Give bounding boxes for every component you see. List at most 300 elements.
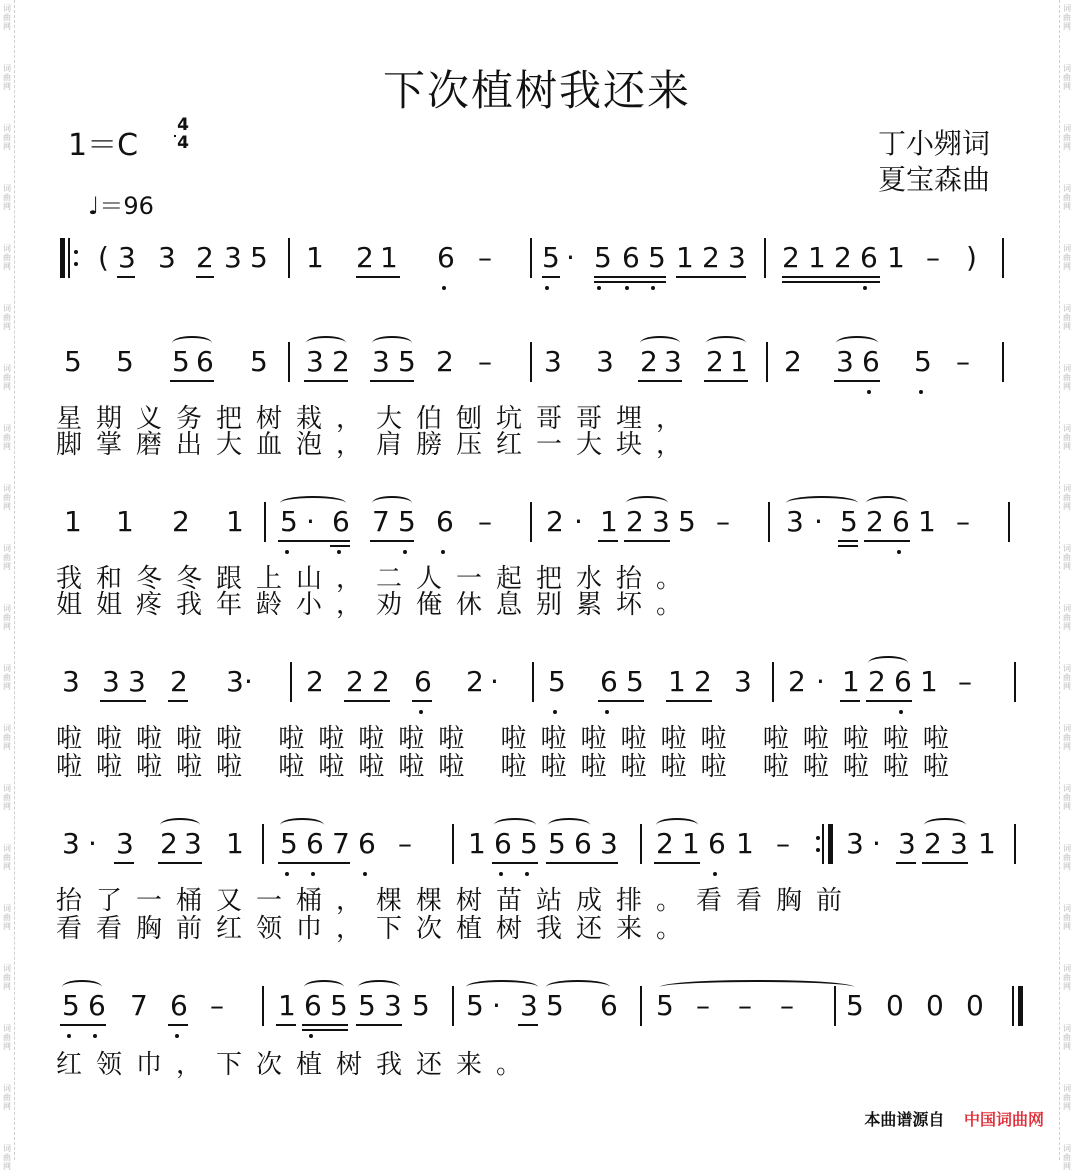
jianpu-note: 5 <box>250 241 268 274</box>
jianpu-note: 3 <box>62 827 80 860</box>
jianpu-note: 2 <box>656 827 674 860</box>
lyric-line: 看看胸前红领巾，下次植树我还来。 <box>56 914 697 944</box>
jianpu-note: 3 <box>596 345 614 378</box>
slur <box>280 496 346 510</box>
key-signature: 1＝C <box>68 128 139 163</box>
jianpu-note: 1 <box>468 827 486 860</box>
duration-underline <box>666 700 712 702</box>
jianpu-note: 1 <box>918 505 936 538</box>
jianpu-note: 3 <box>384 989 402 1022</box>
slur <box>924 818 966 832</box>
barline <box>1014 662 1016 702</box>
watermark-text: 词 曲 网 <box>3 424 11 451</box>
jianpu-note: 0 <box>966 989 984 1022</box>
barline <box>530 502 532 542</box>
jianpu-note: 3 <box>62 665 80 698</box>
watermark-text: 词 曲 网 <box>3 784 11 811</box>
jianpu-note: – <box>956 345 970 378</box>
watermark-text: 词 曲 网 <box>1063 784 1071 811</box>
slur <box>304 980 344 994</box>
jianpu-note: – <box>738 989 752 1022</box>
duration-underline <box>412 700 432 702</box>
repeat-end-thin <box>822 824 824 864</box>
jianpu-note: – <box>696 989 710 1022</box>
slur <box>160 818 200 832</box>
barline <box>766 342 768 382</box>
jianpu-note: 6 <box>708 827 726 860</box>
jianpu-note: 0 <box>926 989 944 1022</box>
slur <box>626 496 668 510</box>
jianpu-note: 2 <box>346 665 364 698</box>
jianpu-note: 3 <box>734 665 752 698</box>
jianpu-note: 2 <box>788 665 806 698</box>
jianpu-note: – <box>958 665 972 698</box>
barline <box>532 662 534 702</box>
slur <box>548 818 590 832</box>
jianpu-note: 5 <box>656 989 674 1022</box>
jianpu-note: 5 <box>330 989 348 1022</box>
octave-dot <box>311 872 315 876</box>
jianpu-note: 5 <box>626 665 644 698</box>
octave-dot <box>67 1034 71 1038</box>
jianpu-note: 1 <box>842 665 860 698</box>
jianpu-note: – <box>956 505 970 538</box>
jianpu-note: 6 <box>600 989 618 1022</box>
slur <box>280 818 324 832</box>
watermark-text: 词 曲 网 <box>1063 604 1071 631</box>
barline <box>1002 342 1004 382</box>
jianpu-note: 3 <box>728 241 746 274</box>
jianpu-note: 5 <box>520 827 538 860</box>
watermark-text: 词 曲 网 <box>3 364 11 391</box>
jianpu-note: 5 <box>594 241 612 274</box>
barline <box>290 662 292 702</box>
watermark-text: 词 曲 网 <box>1063 244 1071 271</box>
watermark-text: 词 曲 网 <box>1063 484 1071 511</box>
octave-dot <box>175 1034 179 1038</box>
jianpu-note: 5 <box>846 989 864 1022</box>
barline <box>1002 238 1004 278</box>
watermark-text: 词 曲 网 <box>3 664 11 691</box>
duration-underline <box>278 540 350 542</box>
slur <box>466 980 538 994</box>
repeat-dot <box>816 848 820 852</box>
watermark-text: 词 曲 网 <box>1063 664 1071 691</box>
barline <box>262 986 264 1026</box>
jianpu-note: 1 <box>920 665 938 698</box>
octave-dot <box>863 286 867 290</box>
jianpu-note: 3 <box>950 827 968 860</box>
barline <box>530 238 532 278</box>
jianpu-note: 2 <box>436 345 454 378</box>
duration-underline <box>896 862 916 864</box>
jianpu-note: 6 <box>304 989 322 1022</box>
jianpu-note: 3 <box>184 827 202 860</box>
jianpu-note: 2 <box>834 241 852 274</box>
jianpu-note: 3 <box>600 827 618 860</box>
barline <box>262 824 264 864</box>
jianpu-note: 1 <box>978 827 996 860</box>
barline <box>288 238 290 278</box>
slur <box>494 818 536 832</box>
barline <box>640 986 642 1026</box>
jianpu-note: 1 <box>600 505 618 538</box>
jianpu-note: 0 <box>886 989 904 1022</box>
octave-dot <box>309 1034 313 1038</box>
octave-dot <box>713 872 717 876</box>
jianpu-note: 1 <box>380 241 398 274</box>
duration-underline <box>598 540 618 542</box>
watermark-text: 词 曲 网 <box>3 724 11 751</box>
watermark-text: 词 曲 网 <box>1063 304 1071 331</box>
jianpu-note: 3 <box>652 505 670 538</box>
jianpu-note: 3 <box>224 241 242 274</box>
watermark-text: 词 曲 网 <box>3 484 11 511</box>
jianpu-note: 1 <box>730 345 748 378</box>
jianpu-note: 5 <box>64 345 82 378</box>
watermark-text: 词 曲 网 <box>1063 544 1071 571</box>
jianpu-note: · <box>88 827 97 860</box>
jianpu-note: 2 <box>782 241 800 274</box>
octave-dot <box>625 286 629 290</box>
jianpu-note: 7 <box>130 989 148 1022</box>
lyric-line: 啦啦啦啦啦 啦啦啦啦啦 啦啦啦啦啦啦 啦啦啦啦啦 <box>56 724 963 754</box>
duration-underline <box>834 380 880 382</box>
lyric-line: 姐姐疼我年龄小，劝俺休息别累坏。 <box>56 590 697 620</box>
time-signature: 4 4 <box>174 116 192 152</box>
jianpu-note: 6 <box>860 241 878 274</box>
jianpu-note: 2 <box>332 345 350 378</box>
jianpu-note: 5 <box>172 345 190 378</box>
duration-underline <box>594 281 666 283</box>
jianpu-note: – <box>478 241 492 274</box>
lyric-line: 脚掌磨出大血泡，肩膀压红一大块， <box>56 430 697 460</box>
duration-underline <box>782 281 880 283</box>
jianpu-note: 2 <box>702 241 720 274</box>
jianpu-note: 3 <box>898 827 916 860</box>
octave-dot <box>93 1034 97 1038</box>
octave-dot <box>897 550 901 554</box>
octave-dot <box>651 286 655 290</box>
jianpu-note: 3 <box>520 989 538 1022</box>
jianpu-note: 5 <box>466 989 484 1022</box>
watermark-text: 词 曲 网 <box>1063 424 1071 451</box>
repeat-start-thick <box>60 238 65 278</box>
jianpu-note: 6 <box>622 241 640 274</box>
jianpu-note: 6 <box>600 665 618 698</box>
slur <box>306 336 346 350</box>
slur <box>868 656 908 670</box>
duration-underline <box>492 862 538 864</box>
jianpu-note: 5 <box>546 989 564 1022</box>
jianpu-note: – <box>210 989 224 1022</box>
jianpu-note: 2 <box>196 241 214 274</box>
jianpu-note: 5 <box>250 345 268 378</box>
left-watermark-strip <box>0 0 15 1171</box>
slur <box>372 336 412 350</box>
jianpu-note: 7 <box>372 505 390 538</box>
duration-underline <box>370 380 414 382</box>
slur <box>706 336 746 350</box>
duration-underline <box>276 1024 296 1026</box>
jianpu-note: 2 <box>868 665 886 698</box>
watermark-text: 词 曲 网 <box>3 4 11 31</box>
jianpu-note: 1 <box>64 505 82 538</box>
jianpu-note: 2 <box>924 827 942 860</box>
octave-dot <box>545 286 549 290</box>
duration-underline <box>654 862 700 864</box>
duration-underline <box>638 380 682 382</box>
jianpu-note: · <box>814 505 823 538</box>
jianpu-note: – <box>716 505 730 538</box>
duration-underline <box>866 700 912 702</box>
watermark-text: 词 曲 网 <box>3 964 11 991</box>
jianpu-note: 2 <box>170 665 188 698</box>
duration-underline <box>60 1024 106 1026</box>
duration-underline <box>518 1024 538 1026</box>
duration-underline <box>542 276 560 278</box>
jianpu-note: 1 <box>808 241 826 274</box>
jianpu-note: 2 <box>172 505 190 538</box>
jianpu-note: 6 <box>437 241 455 274</box>
jianpu-note: 2 <box>626 505 644 538</box>
jianpu-note: 3 <box>306 345 324 378</box>
repeat-start-thin <box>68 238 70 278</box>
octave-dot <box>337 550 341 554</box>
lyric-line: 抬了一桶又一桶，棵棵树苗站成排。看看胸前 <box>56 886 857 916</box>
repeat-end-thick <box>828 824 833 864</box>
jianpu-note: 5 <box>678 505 696 538</box>
jianpu-note: 6 <box>414 665 432 698</box>
watermark-text: 词 曲 网 <box>1063 4 1071 31</box>
jianpu-note: – <box>478 345 492 378</box>
jianpu-note: 2 <box>866 505 884 538</box>
watermark-text: 词 曲 网 <box>3 904 11 931</box>
duration-underline <box>302 1024 348 1026</box>
jianpu-note: 5 <box>914 345 932 378</box>
jianpu-note: 6 <box>862 345 880 378</box>
jianpu-note: 5 <box>412 989 430 1022</box>
duration-underline <box>838 545 858 547</box>
duration-underline <box>546 862 618 864</box>
watermark-text: 词 曲 网 <box>3 1024 11 1051</box>
watermark-text: 词 曲 网 <box>1063 1024 1071 1051</box>
watermark-text: 词 曲 网 <box>1063 1084 1071 1111</box>
watermark-text: 词 曲 网 <box>3 184 11 211</box>
jianpu-note: 5 <box>398 505 416 538</box>
jianpu-note: 6 <box>574 827 592 860</box>
watermark-text: 词 曲 网 <box>3 1144 11 1171</box>
right-watermark-strip <box>1059 0 1074 1171</box>
duration-underline <box>370 540 414 542</box>
tempo-marking: ♩＝96 <box>88 192 154 220</box>
final-barline-thin <box>1012 986 1014 1026</box>
octave-dot <box>867 390 871 394</box>
jianpu-note: 3 <box>102 665 120 698</box>
jianpu-note: 5 <box>280 505 298 538</box>
octave-dot <box>605 710 609 714</box>
slur <box>172 336 212 350</box>
duration-underline <box>278 862 350 864</box>
watermark-text: 词 曲 网 <box>1063 904 1071 931</box>
octave-dot <box>363 872 367 876</box>
duration-underline <box>624 540 670 542</box>
jianpu-note: 3 <box>226 665 244 698</box>
lyric-line: 红领巾，下次植树我还来。 <box>56 1050 537 1080</box>
jianpu-note: – <box>780 989 794 1022</box>
barline <box>452 824 454 864</box>
watermark-text: 词 曲 网 <box>3 64 11 91</box>
duration-underline <box>782 276 880 278</box>
jianpu-note: – <box>398 827 412 860</box>
octave-dot <box>899 710 903 714</box>
jianpu-note: 1 <box>668 665 686 698</box>
jianpu-note: 1 <box>116 505 134 538</box>
jianpu-note: 3 <box>118 241 136 274</box>
jianpu-note: 2 <box>640 345 658 378</box>
jianpu-note: 7 <box>332 827 350 860</box>
jianpu-note: 2 <box>784 345 802 378</box>
slur <box>640 336 680 350</box>
watermark-text: 词 曲 网 <box>3 1084 11 1111</box>
jianpu-note: 1 <box>278 989 296 1022</box>
barline <box>1014 824 1016 864</box>
jianpu-note: 6 <box>196 345 214 378</box>
jianpu-note: 5 <box>358 989 376 1022</box>
jianpu-note: 6 <box>894 665 912 698</box>
jianpu-note: 5 <box>542 241 560 274</box>
jianpu-note: 3 <box>128 665 146 698</box>
watermark-text: 词 曲 网 <box>3 124 11 151</box>
duration-underline <box>117 276 135 278</box>
duration-underline <box>356 1024 402 1026</box>
duration-underline <box>170 380 214 382</box>
jianpu-note: 5 <box>398 345 416 378</box>
octave-dot <box>403 550 407 554</box>
octave-dot <box>285 550 289 554</box>
repeat-dot <box>74 262 78 266</box>
watermark-text: 词 曲 网 <box>1063 1144 1071 1171</box>
jianpu-note: 3 <box>846 827 864 860</box>
duration-underline <box>922 862 968 864</box>
jianpu-note: 5 <box>62 989 80 1022</box>
octave-dot <box>597 286 601 290</box>
barline <box>452 986 454 1026</box>
slur <box>546 980 610 994</box>
source-site-name: 中国词曲网 <box>963 1110 1044 1129</box>
jianpu-note: 2 <box>546 505 564 538</box>
jianpu-note: · <box>244 665 253 698</box>
slur <box>656 818 698 832</box>
jianpu-note: 2 <box>466 665 484 698</box>
jianpu-note: 5 <box>648 241 666 274</box>
watermark-text: 词 曲 网 <box>3 544 11 571</box>
song-title: 下次植树我还来 <box>382 66 691 115</box>
jianpu-note: 2 <box>694 665 712 698</box>
duration-underline <box>704 380 748 382</box>
repeat-dot <box>816 836 820 840</box>
duration-underline <box>676 276 746 278</box>
jianpu-note: 3 <box>116 827 134 860</box>
octave-dot <box>419 710 423 714</box>
jianpu-note: 3 <box>664 345 682 378</box>
jianpu-note: 2 <box>306 665 324 698</box>
jianpu-note: 6 <box>494 827 512 860</box>
jianpu-note: 5 <box>116 345 134 378</box>
watermark-text: 词 曲 网 <box>1063 724 1071 751</box>
jianpu-note: 1 <box>226 827 244 860</box>
barline <box>530 342 532 382</box>
jianpu-note: 1 <box>676 241 694 274</box>
duration-underline <box>158 862 202 864</box>
jianpu-note: 3 <box>544 345 562 378</box>
duration-underline <box>594 276 666 278</box>
duration-underline <box>196 276 214 278</box>
jianpu-note: ) <box>966 241 977 274</box>
jianpu-note: 6 <box>892 505 910 538</box>
jianpu-note: · <box>490 665 499 698</box>
watermark-text: 词 曲 网 <box>1063 124 1071 151</box>
octave-dot <box>525 872 529 876</box>
slur <box>660 980 854 994</box>
watermark-text: 词 曲 网 <box>3 304 11 331</box>
watermark-text: 词 曲 网 <box>1063 184 1071 211</box>
slur <box>358 980 400 994</box>
source-footer <box>864 1107 1044 1130</box>
barline <box>288 342 290 382</box>
duration-underline <box>840 700 860 702</box>
barline <box>640 824 642 864</box>
jianpu-note: 2 <box>706 345 724 378</box>
duration-underline <box>838 540 858 542</box>
duration-underline <box>598 700 644 702</box>
octave-dot <box>285 872 289 876</box>
duration-underline <box>168 1024 188 1026</box>
jianpu-note: 6 <box>170 989 188 1022</box>
watermark-text: 词 曲 网 <box>1063 844 1071 871</box>
jianpu-note: 3 <box>786 505 804 538</box>
jianpu-note: – <box>926 241 940 274</box>
jianpu-note: · <box>566 241 575 274</box>
jianpu-note: ( <box>98 241 109 274</box>
watermark-text: 词 曲 网 <box>1063 364 1071 391</box>
jianpu-note: 5 <box>280 827 298 860</box>
barline <box>264 502 266 542</box>
slur <box>786 496 858 510</box>
jianpu-note: · <box>574 505 583 538</box>
octave-dot <box>499 872 503 876</box>
duration-underline <box>114 862 134 864</box>
duration-underline <box>864 540 910 542</box>
jianpu-note: 1 <box>226 505 244 538</box>
jianpu-note: · <box>306 505 315 538</box>
octave-dot <box>553 710 557 714</box>
jianpu-note: 1 <box>682 827 700 860</box>
jianpu-note: 6 <box>436 505 454 538</box>
octave-dot <box>442 286 446 290</box>
duration-underline <box>168 700 188 702</box>
barline <box>772 662 774 702</box>
jianpu-note: 6 <box>332 505 350 538</box>
watermark-text: 词 曲 网 <box>3 604 11 631</box>
jianpu-note: – <box>478 505 492 538</box>
jianpu-note: 6 <box>88 989 106 1022</box>
octave-dot <box>919 390 923 394</box>
jianpu-note: 2 <box>356 241 374 274</box>
jianpu-note: 3 <box>158 241 176 274</box>
jianpu-note: 3 <box>372 345 390 378</box>
lyric-line: 星期义务把树栽，大伯刨坑哥哥埋， <box>56 404 697 434</box>
